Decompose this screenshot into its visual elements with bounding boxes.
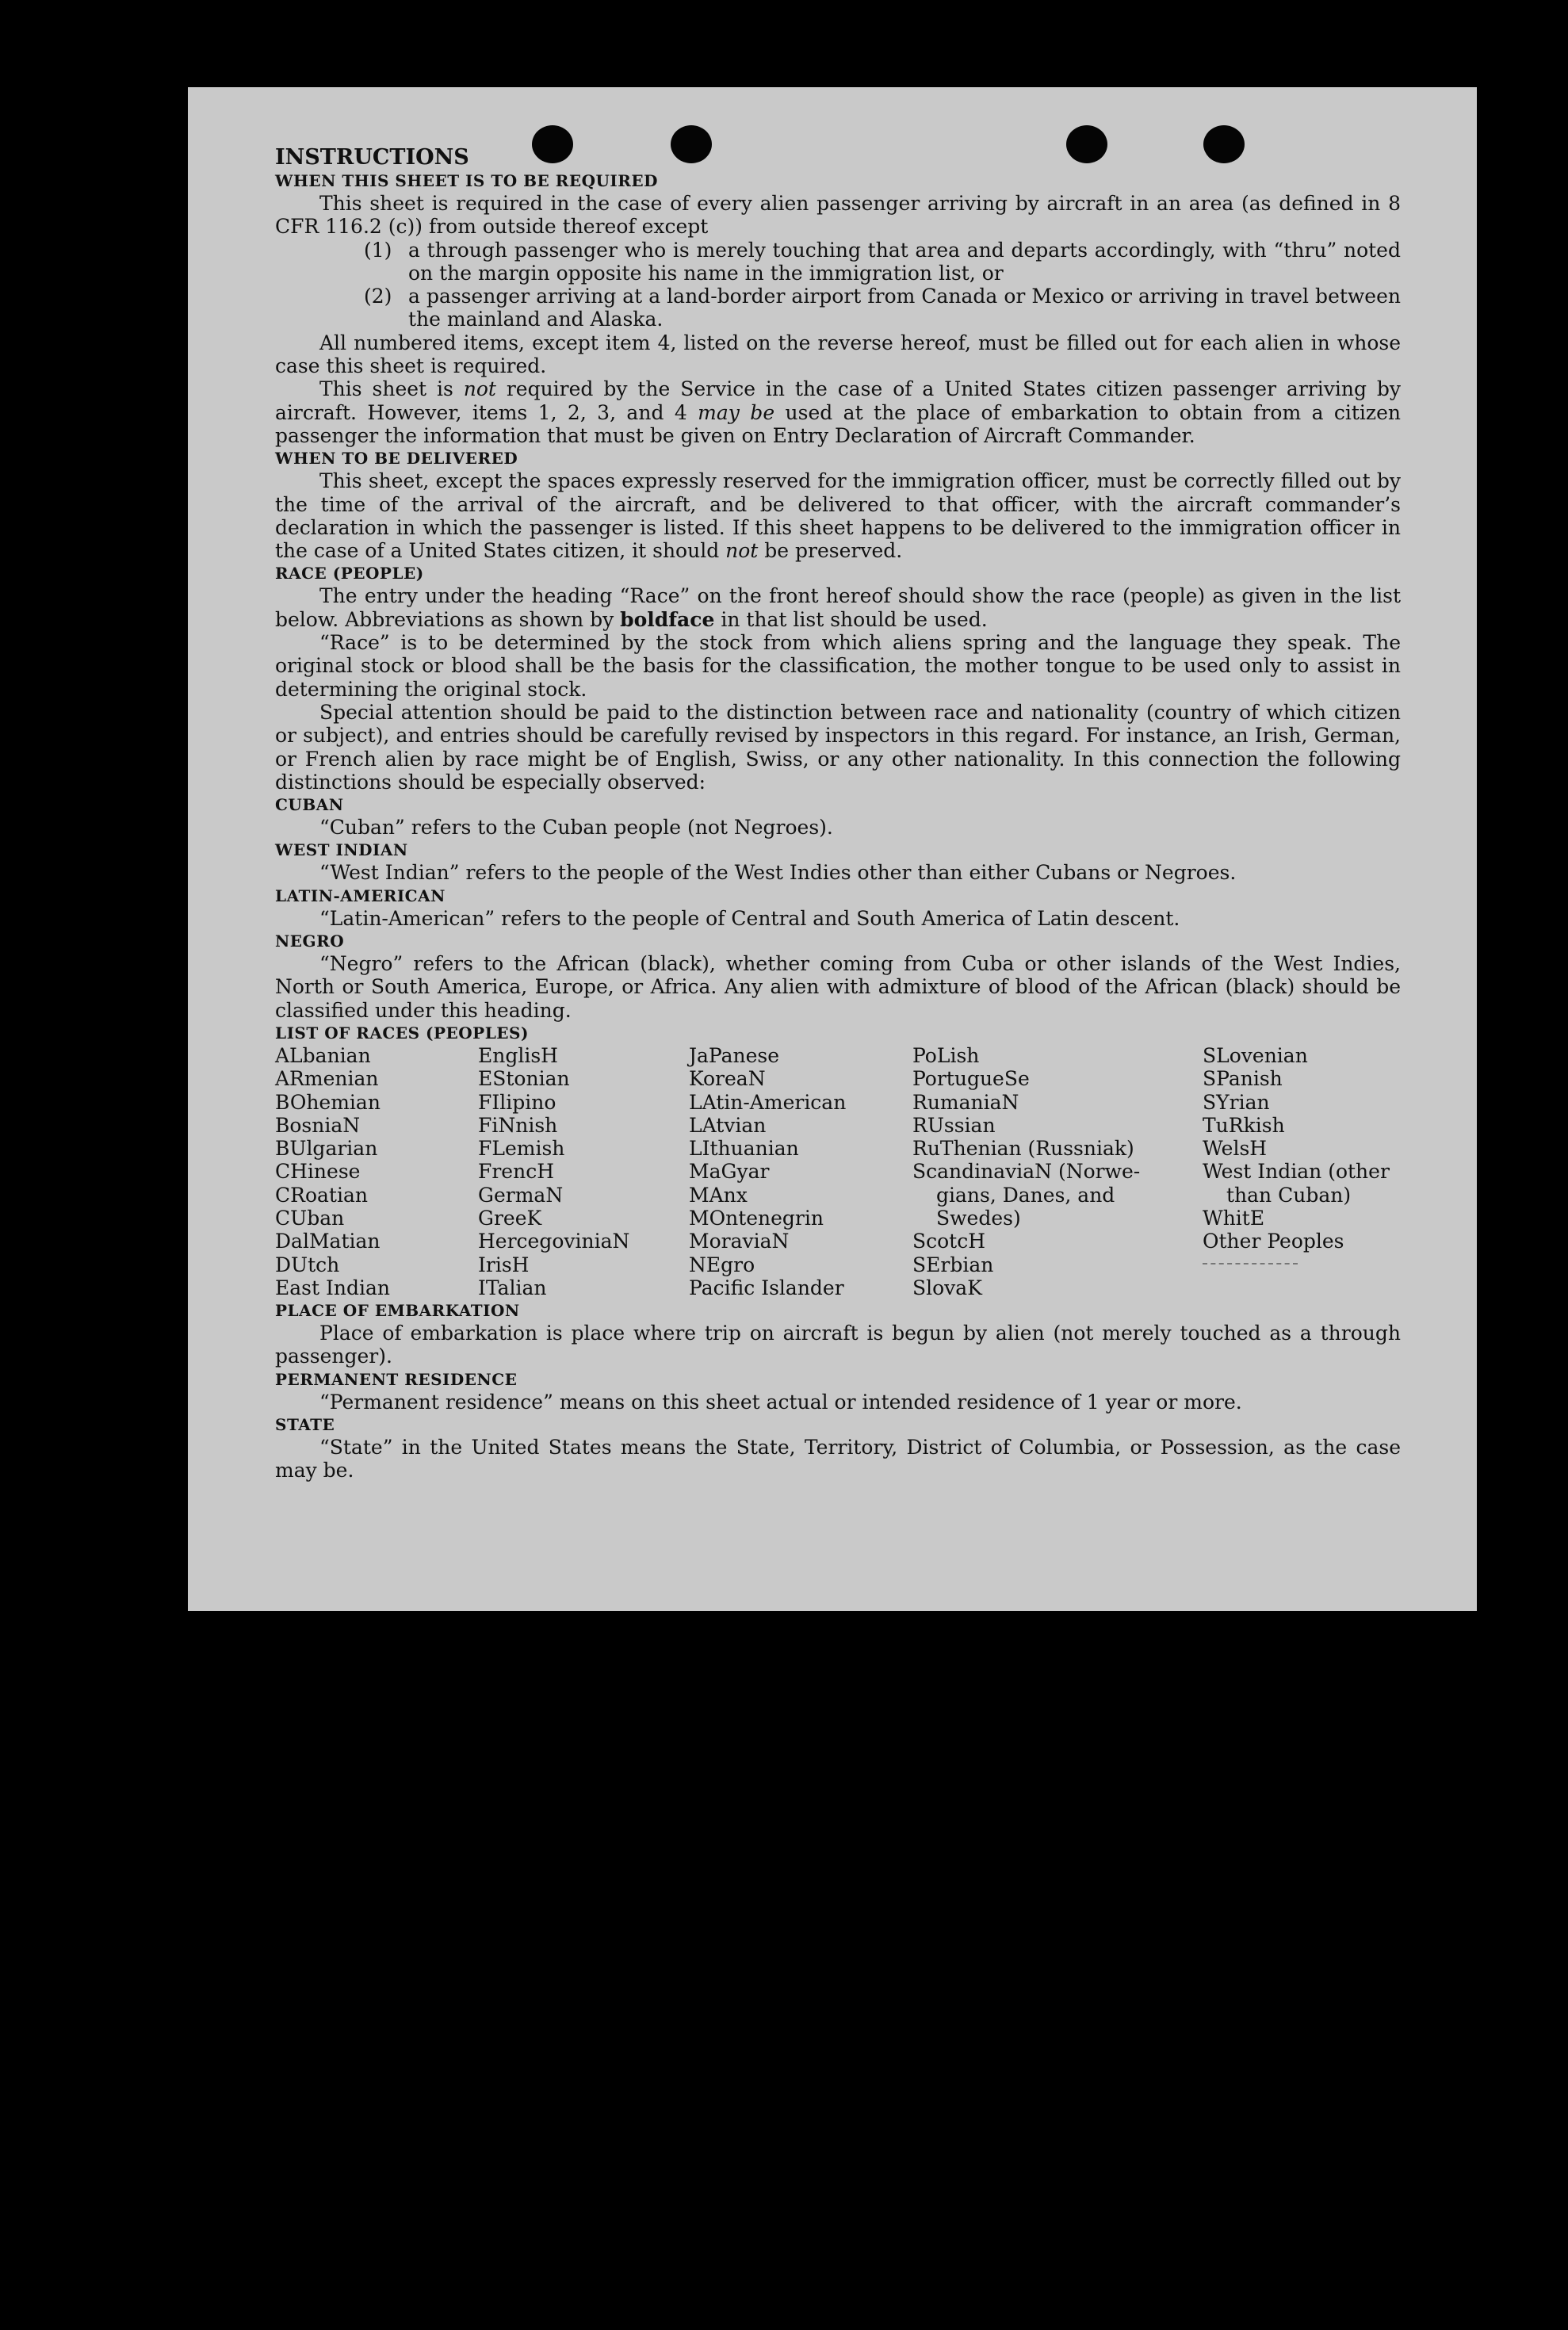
section-heading-cuban: CUBAN bbox=[275, 795, 344, 815]
instruction-sheet bbox=[188, 87, 1477, 1611]
item-number: (1) bbox=[364, 238, 392, 262]
list-item: MAnx bbox=[689, 1183, 748, 1207]
page-title: INSTRUCTIONS bbox=[275, 145, 469, 170]
list-item: SErbian bbox=[912, 1253, 994, 1276]
list-item: TuRkish bbox=[1203, 1113, 1285, 1137]
races-list bbox=[275, 1044, 1401, 1299]
list-item: than Cuban) bbox=[1226, 1183, 1352, 1207]
paragraph-race-entry: The entry under the heading “Race” on the front hereof should show the race (people) as given in the list below. Abbreviations as shown by boldface in that list should be used. bbox=[275, 584, 1401, 631]
list-item: Pacific Islander bbox=[689, 1276, 844, 1299]
list-item: RUssian bbox=[912, 1113, 996, 1137]
list-item: FiNnish bbox=[478, 1113, 558, 1137]
list-item: PoLish bbox=[912, 1043, 980, 1067]
list-item: NEgro bbox=[689, 1253, 755, 1276]
list-item: GreeK bbox=[478, 1206, 542, 1230]
list-item: ALbanian bbox=[275, 1043, 371, 1067]
list-item: IrisH bbox=[478, 1253, 530, 1276]
list-item: RumaniaN bbox=[912, 1090, 1019, 1114]
item-text: a passenger arriving at a land-border airport from Canada or Mexico or arriving in travel between the mainland and Alaska. bbox=[408, 285, 1401, 331]
list-item: WelsH bbox=[1203, 1137, 1268, 1161]
list-item: FrencH bbox=[478, 1160, 554, 1184]
paragraph-delivery: This sheet, except the spaces expressly reserved for the immigration officer, must be correctly filled out by the time of the arrival of the aircraft, and be delivered to that officer, with the aircraft commander’s declaration in which the passenger is listed. If this sheet happens to be delivered to the immigration officer in the case of a United States citizen, it should not be preserved. bbox=[275, 469, 1401, 563]
list-item: DalMatian bbox=[275, 1230, 381, 1253]
paragraph-numbered-items: All numbered items, except item 4, listed on the reverse hereof, must be filled out for each alien in whose case this sheet is required. bbox=[275, 331, 1401, 378]
item-number: (2) bbox=[364, 285, 392, 308]
list-item: ITalian bbox=[478, 1276, 547, 1299]
races-column bbox=[689, 1044, 912, 1299]
paragraph-negro: “Negro” refers to the African (black), whether coming from Cuba or other islands of the West Indies, North or South America, Europe, or Africa. Any alien with admixture of blood of the African (black) should be classified under this heading. bbox=[275, 952, 1401, 1022]
list-item: gians, Danes, and bbox=[936, 1183, 1115, 1207]
list-item: ARmenian bbox=[275, 1067, 379, 1091]
races-column bbox=[275, 1044, 478, 1299]
paragraph-permanent-residence: “Permanent residence” means on this sheet actual or intended residence of 1 year or more. bbox=[319, 1390, 1242, 1414]
list-item: EnglisH bbox=[478, 1043, 558, 1067]
section-heading-negro: NEGRO bbox=[275, 932, 345, 951]
list-item: DUtch bbox=[275, 1253, 340, 1276]
races-column bbox=[478, 1044, 689, 1299]
list-item: MoraviaN bbox=[689, 1230, 790, 1253]
list-item: JaPanese bbox=[689, 1043, 780, 1067]
paragraph-state: “State” in the United States means the State, Territory, District of Columbia, or Possession, as the case may be. bbox=[275, 1436, 1401, 1483]
section-heading-west-indian: WEST INDIAN bbox=[275, 840, 408, 860]
item-text: a through passenger who is merely touching that area and departs accordingly, with “thru” noted on the margin opposite his name in the immigration list, or bbox=[408, 238, 1401, 285]
section-heading-when-delivered: WHEN TO BE DELIVERED bbox=[275, 449, 518, 469]
list-item: SPanish bbox=[1203, 1067, 1283, 1091]
list-item: GermaN bbox=[478, 1183, 564, 1207]
races-column bbox=[1203, 1044, 1401, 1299]
list-item: ScandinaviaN (Norwe- bbox=[912, 1160, 1141, 1184]
list-item: CUban bbox=[275, 1206, 345, 1230]
list-item: WhitE bbox=[1203, 1206, 1265, 1230]
section-heading-race: RACE (PEOPLE) bbox=[275, 564, 424, 583]
paragraph-race-definition: “Race” is to be determined by the stock from which aliens spring and the language they speak. The original stock or blood shall be the basis for the classification, the mother tongue to be used only to assist in determining the original stock. bbox=[275, 631, 1401, 701]
races-column bbox=[912, 1044, 1203, 1299]
divider bbox=[1203, 1263, 1298, 1264]
list-item: West Indian (other bbox=[1203, 1160, 1390, 1184]
list-item: East Indian bbox=[275, 1276, 390, 1299]
list-item: ScotcH bbox=[912, 1230, 986, 1253]
list-item: CHinese bbox=[275, 1160, 361, 1184]
list-item: FIlipino bbox=[478, 1090, 556, 1114]
list-item: Swedes) bbox=[936, 1206, 1021, 1230]
list-item: MOntenegrin bbox=[689, 1206, 824, 1230]
paragraph-race-nationality: Special attention should be paid to the distinction between race and nationality (country of which citizen or subject), and entries should be carefully revised by inspectors in this regard. For instance, an Irish, German, or French alien by race might be of English, Swiss, or any other nationality. In this connection the following distinctions should be especially observed: bbox=[275, 700, 1401, 794]
paragraph-west-indian: “West Indian” refers to the people of the West Indies other than either Cubans or Negroes. bbox=[319, 861, 1237, 885]
list-item: BOhemian bbox=[275, 1090, 381, 1114]
list-item: LIthuanian bbox=[689, 1137, 799, 1161]
exception-item-1 bbox=[364, 239, 1401, 285]
section-heading-list-of-races: LIST OF RACES (PEOPLES) bbox=[275, 1023, 529, 1043]
exception-item-2 bbox=[364, 285, 1401, 331]
list-item: LAtin-American bbox=[689, 1090, 847, 1114]
list-item: PortugueSe bbox=[912, 1067, 1030, 1091]
list-item: BUlgarian bbox=[275, 1137, 378, 1161]
section-heading-embarkation: PLACE OF EMBARKATION bbox=[275, 1301, 520, 1321]
list-item: SYrian bbox=[1203, 1090, 1270, 1114]
paragraph-required: This sheet is required in the case of every alien passenger arriving by aircraft in an area (as defined in 8 CFR 116.2 (c)) from outside thereof except bbox=[275, 192, 1401, 239]
list-item: BosniaN bbox=[275, 1113, 361, 1137]
paragraph-cuban: “Cuban” refers to the Cuban people (not Negroes). bbox=[319, 816, 833, 840]
paragraph-citizen: This sheet is not required by the Service in the case of a United States citizen passenger arriving by aircraft. However, items 1, 2, 3, and 4 may be used at the place of embarkation to obtain from a citizen passenger the information that must be given on Entry Declaration of Aircraft Commander. bbox=[275, 377, 1401, 447]
paragraph-latin-american: “Latin-American” refers to the people of Central and South America of Latin descent. bbox=[319, 906, 1180, 930]
list-item: LAtvian bbox=[689, 1113, 767, 1137]
list-item: Other Peoples bbox=[1203, 1230, 1344, 1253]
list-item: CRoatian bbox=[275, 1183, 368, 1207]
section-heading-latin-american: LATIN-AMERICAN bbox=[275, 886, 446, 905]
list-item: KoreaN bbox=[689, 1067, 766, 1091]
list-item: SlovaK bbox=[912, 1276, 982, 1299]
list-item: FLemish bbox=[478, 1137, 565, 1161]
paragraph-embarkation: Place of embarkation is place where trip on aircraft is begun by alien (not merely touched as a through passenger). bbox=[275, 1322, 1401, 1368]
list-item: SLovenian bbox=[1203, 1043, 1308, 1067]
list-item: EStonian bbox=[478, 1067, 570, 1091]
section-heading-permanent-residence: PERMANENT RESIDENCE bbox=[275, 1369, 518, 1389]
section-heading-state: STATE bbox=[275, 1415, 335, 1435]
list-item: HercegoviniaN bbox=[478, 1230, 630, 1253]
section-heading-when-required: WHEN THIS SHEET IS TO BE REQUIRED bbox=[275, 171, 658, 190]
instructions-content bbox=[275, 146, 1401, 1483]
list-item: RuThenian (Russniak) bbox=[912, 1137, 1134, 1161]
list-item: MaGyar bbox=[689, 1160, 770, 1184]
